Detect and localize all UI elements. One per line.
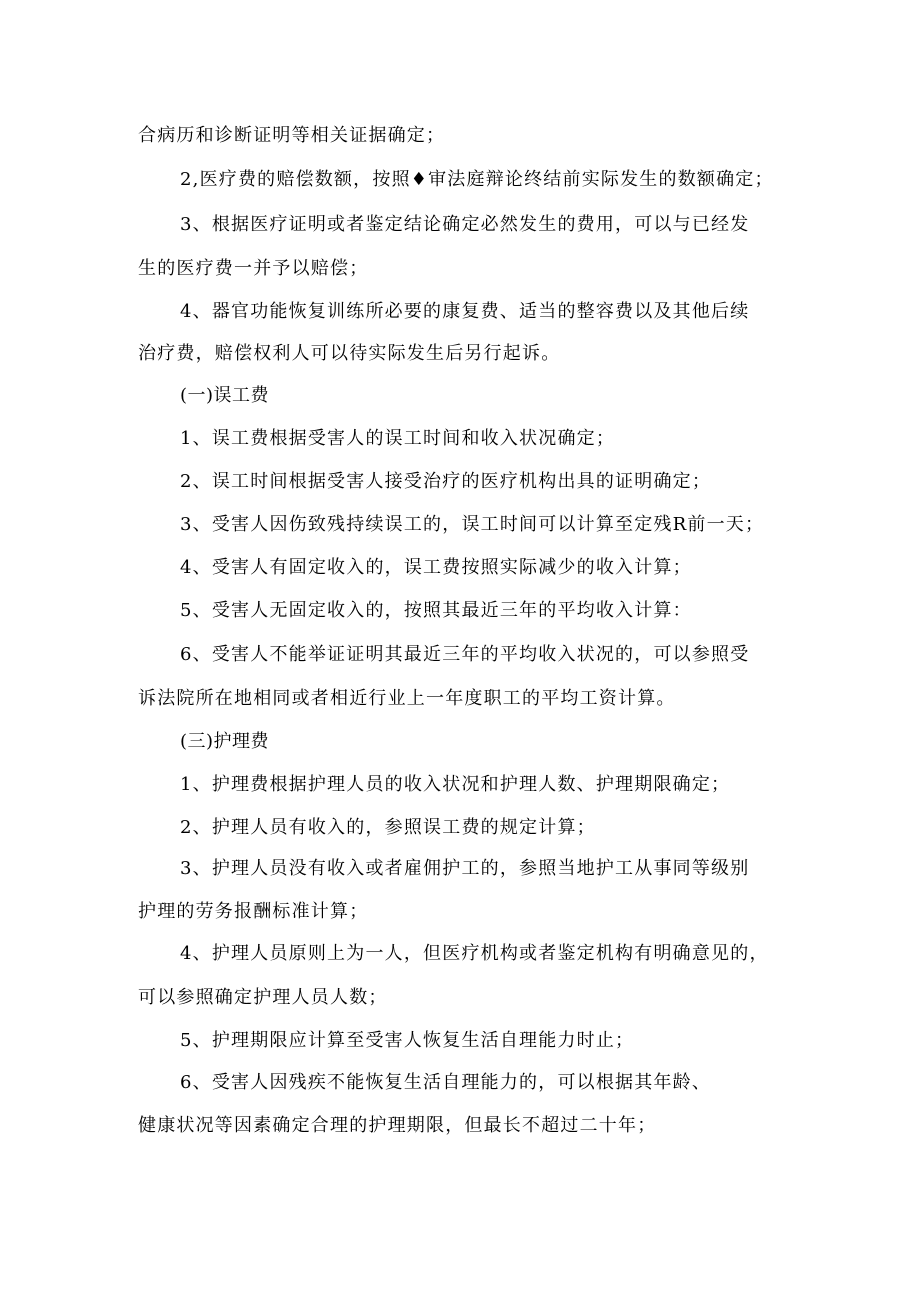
section-heading: (三)护理费 [180, 731, 270, 752]
paragraph-line: 合病历和诊断证明等相关证据确定； [138, 125, 446, 146]
section-heading: (一)误工费 [180, 385, 270, 406]
paragraph-line: 4、护理人员原则上为一人，但医疗机构或者鉴定机构有明确意见的， [180, 943, 769, 964]
paragraph-line: 1、误工费根据受害人的误工时间和收入状况确定； [180, 428, 616, 449]
paragraph-line: 5、护理期限应计算至受害人恢复生活自理能力时止； [180, 1030, 635, 1051]
paragraph-line: 3、根据医疗证明或者鉴定结论确定必然发生的费用，可以与已经发 [180, 214, 750, 235]
paragraph-line: 护理的劳务报酬标准计算； [138, 901, 369, 922]
paragraph-line: 6、受害人不能举证证明其最近三年的平均收入状况的，可以参照受 [180, 644, 750, 665]
paragraph-line: 健康状况等因素确定合理的护理期限，但最长不超过二十年； [138, 1115, 657, 1136]
paragraph-line: 3、护理人员没有收入或者雇佣护工的，参照当地护工从事同等级别 [180, 858, 750, 879]
paragraph-line: 4、受害人有固定收入的，误工费按照实际减少的收入计算； [180, 557, 692, 578]
paragraph-line: 诉法院所在地相同或者相近行业上一年度职工的平均工资计算。 [138, 688, 676, 709]
paragraph-line: 6、受害人因残疾不能恢复生活自理能力的，可以根据其年龄、 [180, 1072, 712, 1093]
paragraph-line: 2、护理人员有收入的，参照误工费的规定计算； [180, 817, 596, 838]
paragraph-line: 可以参照确定护理人员人数； [138, 987, 388, 1008]
paragraph-line: 2、误工时间根据受害人接受治疗的医疗机构出具的证明确定； [180, 471, 712, 492]
paragraph-line: 3、受害人因伤致残持续误工的，误工时间可以计算至定残R前一天； [180, 514, 765, 535]
paragraph-line: 生的医疗费一并予以赔偿； [138, 258, 369, 279]
paragraph-line: 5、受害人无固定收入的，按照其最近三年的平均收入计算： [180, 600, 692, 621]
paragraph-line: 治疗费，赔偿权利人可以待实际发生后另行起诉。 [138, 343, 561, 364]
paragraph-line: 1、护理费根据护理人员的收入状况和护理人数、护理期限确定； [180, 774, 731, 795]
paragraph-line: 2,医疗费的赔偿数额，按照♦审法庭辩论终结前实际发生的数额确定； [180, 169, 774, 190]
paragraph-line: 4、器官功能恢复训练所必要的康复费、适当的整容费以及其他后续 [180, 301, 750, 322]
